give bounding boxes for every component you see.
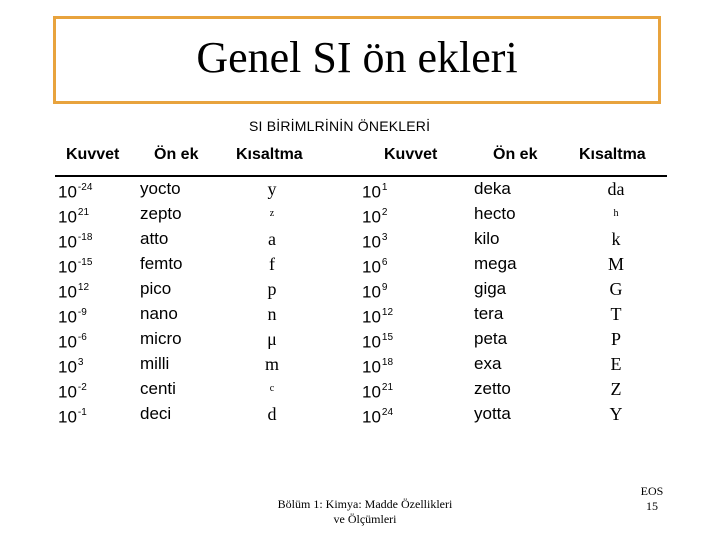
power-cell [58,177,92,201]
power-cell [362,377,393,401]
power-exponent: 2 [381,207,388,218]
power-cell [58,377,87,401]
power-base: 10 [362,207,381,227]
prefix-name: micro [140,329,182,348]
prefix-abbreviation: μ [267,329,277,349]
power-base: 10 [362,357,381,377]
page-number: 15 [646,499,658,513]
power-exponent: -24 [77,182,93,193]
power-base: 10 [58,257,77,277]
power-base: 10 [362,232,381,252]
prefix-name: tera [474,304,504,323]
power-base: 10 [58,382,77,402]
power-exponent: -15 [77,257,93,268]
power-cell [58,327,87,351]
power-base: 10 [362,282,381,302]
power-exponent: 6 [381,257,388,268]
power-cell [58,277,89,301]
power-base: 10 [362,182,381,202]
table-subtitle: SI BİRİMLRİNİN ÖNEKLERİ [249,118,431,134]
power-cell [362,327,393,351]
power-base: 10 [58,232,77,252]
power-cell [362,177,387,201]
power-exponent: 9 [381,282,388,293]
power-base: 10 [362,257,381,277]
power-base: 10 [58,357,77,377]
prefix-abbreviation: m [264,354,279,374]
power-base: 10 [362,407,381,427]
power-base: 10 [58,307,77,327]
prefix-name: nano [140,304,178,323]
prefix-name: yotta [474,404,511,423]
power-exponent: -18 [77,232,93,243]
prefix-name: atto [140,229,169,248]
power-cell [58,227,92,251]
footer-text [240,497,490,527]
power-exponent: -6 [77,332,87,343]
header-prefix-right: Ön ek [493,146,538,163]
power-base: 10 [362,332,381,352]
power-base: 10 [362,307,381,327]
prefix-abbreviation: z [269,208,275,219]
power-base: 10 [58,407,77,427]
power-cell [362,402,393,426]
power-exponent: 18 [381,357,394,368]
prefix-abbreviation: k [611,229,621,249]
title-box [53,16,661,104]
prefix-abbreviation: f [269,254,275,274]
header-prefix-left: Ön ek [154,146,199,163]
power-base: 10 [58,182,77,202]
header-power-right: Kuvvet [384,146,438,163]
prefix-abbreviation: h [613,208,619,219]
prefix-name: milli [140,354,170,373]
footer-eos [634,484,670,514]
prefix-abbreviation: E [610,354,622,374]
power-cell [58,302,87,326]
power-exponent: 15 [381,332,394,343]
prefix-name: yocto [140,179,181,198]
power-exponent: 12 [77,282,90,293]
power-exponent: 3 [381,232,388,243]
power-base: 10 [362,382,381,402]
slide-title: Genel SI ön ekleri [196,32,518,82]
prefix-name: zepto [140,204,182,223]
power-cell [362,352,393,376]
power-exponent: -2 [77,382,87,393]
header-power-left: Kuvvet [66,146,120,163]
prefix-abbreviation: c [269,383,275,394]
header-abbr-right: Kısaltma [579,146,646,163]
power-base: 10 [58,282,77,302]
prefix-abbreviation: M [607,254,624,274]
prefix-name: zetto [474,379,511,398]
power-exponent: 21 [77,207,90,218]
power-cell [362,277,387,301]
prefix-abbreviation: G [609,279,623,299]
power-cell [362,252,387,276]
prefix-name: centi [140,379,176,398]
prefix-name: deka [474,179,511,198]
prefix-name: peta [474,329,508,348]
prefix-abbreviation: Z [610,379,622,399]
power-cell [58,252,92,276]
power-cell [362,202,387,226]
prefix-name: mega [474,254,517,273]
prefix-name: exa [474,354,502,373]
power-exponent: 24 [381,407,394,418]
prefix-name: femto [140,254,183,273]
prefix-name: hecto [474,204,516,223]
prefix-abbreviation: Y [609,404,623,424]
footer-eos-label: EOS [640,484,664,498]
power-exponent: 21 [381,382,394,393]
prefix-name: pico [140,279,172,298]
prefix-abbreviation: P [610,329,621,349]
power-exponent: -9 [77,307,87,318]
prefix-name: kilo [474,229,500,248]
prefix-name: deci [140,404,172,423]
prefix-abbreviation: d [267,404,277,424]
power-exponent: 3 [77,357,84,368]
prefix-name: giga [474,279,507,298]
power-exponent: -1 [77,407,87,418]
prefix-abbreviation: p [267,279,277,299]
prefix-abbreviation: a [268,229,276,249]
footer-line-2: ve Ölçümleri [333,512,397,526]
power-cell [362,227,387,251]
prefix-abbreviation: T [610,304,622,324]
power-cell [58,202,89,226]
power-base: 10 [58,207,77,227]
header-abbr-left: Kısaltma [236,146,303,163]
power-cell [58,352,83,376]
prefix-abbreviation: y [267,179,277,199]
prefix-abbreviation: da [607,179,625,199]
power-cell [362,302,393,326]
power-base: 10 [58,332,77,352]
power-exponent: 12 [381,307,394,318]
footer-line-1: Bölüm 1: Kimya: Madde Özellikleri [277,497,453,511]
power-exponent: 1 [381,182,388,193]
power-cell [58,402,87,426]
prefix-abbreviation: n [267,304,277,324]
